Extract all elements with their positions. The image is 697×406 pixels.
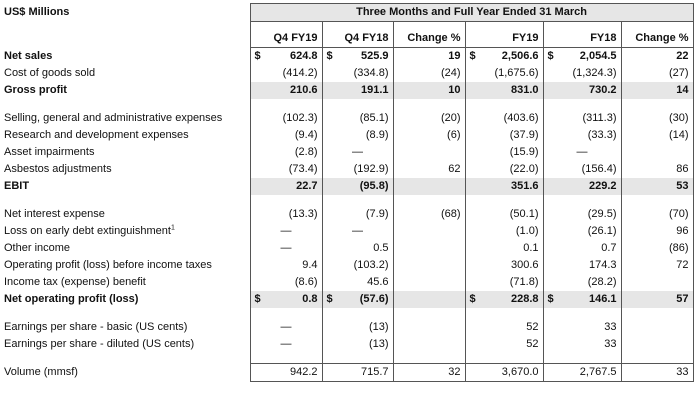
spacer-row <box>3 353 693 364</box>
value-cell: (30) <box>621 110 693 127</box>
value-text: 228.8 <box>510 293 539 305</box>
value-cell: 19 <box>393 48 465 66</box>
value-cell <box>393 240 465 257</box>
value-cell: (2.8) <box>250 144 322 161</box>
value-cell <box>621 319 693 336</box>
row-label-text: Selling, general and administrative expenses <box>4 112 223 124</box>
row-label-text: Earnings per share - diluted (US cents) <box>4 338 195 350</box>
row-label <box>3 319 250 336</box>
currency-symbol: $ <box>547 50 554 62</box>
table-row <box>3 319 693 336</box>
period-title: Three Months and Full Year Ended 31 March <box>250 4 693 22</box>
row-label <box>3 82 250 99</box>
value-cell: 32 <box>393 364 465 382</box>
row-label-text: Earnings per share - basic (US cents) <box>4 321 188 333</box>
value-cell: (414.2) <box>250 65 322 82</box>
value-text: 624.8 <box>289 50 318 62</box>
value-cell <box>543 48 621 66</box>
value-cell: (13) <box>322 319 393 336</box>
row-label-text: Net operating profit (loss) <box>4 293 139 305</box>
value-cell: (73.4) <box>250 161 322 178</box>
value-cell: (13.3) <box>250 206 322 223</box>
table-row <box>3 144 693 161</box>
value-cell: 10 <box>393 82 465 99</box>
value-cell: (8.9) <box>322 127 393 144</box>
table-row <box>3 178 693 195</box>
value-cell: — <box>250 240 322 257</box>
value-cell <box>621 144 693 161</box>
value-cell: (192.9) <box>322 161 393 178</box>
value-cell <box>393 274 465 291</box>
row-label <box>3 364 250 382</box>
value-cell: (1,675.6) <box>465 65 543 82</box>
value-cell: 33 <box>543 319 621 336</box>
value-cell: (311.3) <box>543 110 621 127</box>
col-header: FY18 <box>543 22 621 48</box>
value-text: (57.6) <box>359 293 389 305</box>
value-cell: (68) <box>393 206 465 223</box>
value-text: 2,506.6 <box>501 50 539 62</box>
value-cell: (26.1) <box>543 223 621 240</box>
value-text: 146.1 <box>588 293 617 305</box>
value-cell: 3,670.0 <box>465 364 543 382</box>
currency-symbol: $ <box>254 293 261 305</box>
currency-symbol: $ <box>254 50 261 62</box>
value-cell: (7.9) <box>322 206 393 223</box>
value-cell <box>393 291 465 308</box>
value-cell <box>393 223 465 240</box>
table-row <box>3 240 693 257</box>
value-cell: (50.1) <box>465 206 543 223</box>
value-cell: 2,767.5 <box>543 364 621 382</box>
value-cell: (28.2) <box>543 274 621 291</box>
value-cell: (1,324.3) <box>543 65 621 82</box>
table-row <box>3 274 693 291</box>
value-cell: 33 <box>621 364 693 382</box>
value-cell: 0.5 <box>322 240 393 257</box>
row-label-text: Research and development expenses <box>4 129 189 141</box>
currency-symbol: $ <box>326 50 333 62</box>
table-row <box>3 223 693 240</box>
row-label-text: Net interest expense <box>4 208 105 220</box>
value-cell: — <box>250 223 322 240</box>
value-cell: (103.2) <box>322 257 393 274</box>
header-spacer <box>3 22 250 48</box>
row-label <box>3 274 250 291</box>
row-label-text: Income tax (expense) benefit <box>4 276 146 288</box>
value-cell: (70) <box>621 206 693 223</box>
row-label-text: Cost of goods sold <box>4 67 96 79</box>
col-header: Q4 FY18 <box>322 22 393 48</box>
row-label-text: Operating profit (loss) before income taxes <box>4 259 212 271</box>
value-cell: 191.1 <box>322 82 393 99</box>
row-label <box>3 48 250 66</box>
value-cell: 229.2 <box>543 178 621 195</box>
value-cell: — <box>250 319 322 336</box>
row-label-text: Asset impairments <box>4 146 95 158</box>
table-row <box>3 291 693 308</box>
footnote-marker: 1 <box>170 224 175 232</box>
value-cell: 45.6 <box>322 274 393 291</box>
value-cell: 52 <box>465 336 543 353</box>
value-cell: 715.7 <box>322 364 393 382</box>
value-cell: (403.6) <box>465 110 543 127</box>
row-label-text: Asbestos adjustments <box>4 163 112 175</box>
value-cell: (71.8) <box>465 274 543 291</box>
value-cell: (27) <box>621 65 693 82</box>
col-header: FY19 <box>465 22 543 48</box>
value-cell: (22.0) <box>465 161 543 178</box>
value-cell: (1.0) <box>465 223 543 240</box>
value-cell: (15.9) <box>465 144 543 161</box>
row-label <box>3 127 250 144</box>
currency-symbol: $ <box>469 50 476 62</box>
table-row <box>3 65 693 82</box>
row-label-text: Loss on early debt extinguishment <box>4 225 171 237</box>
value-cell <box>393 319 465 336</box>
value-cell: (9.4) <box>250 127 322 144</box>
table-row <box>3 336 693 353</box>
value-cell: — <box>322 223 393 240</box>
value-cell: 53 <box>621 178 693 195</box>
value-cell <box>393 178 465 195</box>
row-label <box>3 110 250 127</box>
value-cell <box>322 291 393 308</box>
value-cell <box>543 291 621 308</box>
value-cell: 351.6 <box>465 178 543 195</box>
value-cell: (14) <box>621 127 693 144</box>
row-label-text: Net sales <box>4 49 53 62</box>
value-cell: 62 <box>393 161 465 178</box>
value-cell <box>322 48 393 66</box>
table-heading: US$ Millions <box>4 6 70 18</box>
value-text: 0.8 <box>302 293 318 305</box>
value-cell: 22.7 <box>250 178 322 195</box>
value-cell: 33 <box>543 336 621 353</box>
row-label-text: Other income <box>4 242 71 254</box>
value-cell: 86 <box>621 161 693 178</box>
value-cell: 942.2 <box>250 364 322 382</box>
value-cell: 9.4 <box>250 257 322 274</box>
value-cell <box>393 336 465 353</box>
value-cell <box>621 274 693 291</box>
value-cell: (86) <box>621 240 693 257</box>
value-cell: (37.9) <box>465 127 543 144</box>
value-cell: — <box>543 144 621 161</box>
value-cell: (334.8) <box>322 65 393 82</box>
value-cell <box>465 48 543 66</box>
spacer-row <box>3 308 693 319</box>
value-cell <box>393 257 465 274</box>
row-label-text: Volume (mmsf) <box>4 366 78 378</box>
value-cell: 831.0 <box>465 82 543 99</box>
value-cell: 14 <box>621 82 693 99</box>
row-label <box>3 161 250 178</box>
value-cell: (102.3) <box>250 110 322 127</box>
row-label <box>3 257 250 274</box>
value-cell: 0.7 <box>543 240 621 257</box>
value-cell: 730.2 <box>543 82 621 99</box>
value-text: 2,054.5 <box>579 50 617 62</box>
value-cell: 0.1 <box>465 240 543 257</box>
value-text: 525.9 <box>360 50 389 62</box>
value-cell <box>621 336 693 353</box>
currency-symbol: $ <box>326 293 333 305</box>
value-cell: 22 <box>621 48 693 66</box>
value-cell: — <box>250 336 322 353</box>
value-cell: (156.4) <box>543 161 621 178</box>
row-label-text: EBIT <box>4 180 30 192</box>
col-header: Q4 FY19 <box>250 22 322 48</box>
value-cell <box>250 48 322 66</box>
value-cell: 96 <box>621 223 693 240</box>
currency-symbol: $ <box>547 293 554 305</box>
value-cell: 52 <box>465 319 543 336</box>
value-cell: 174.3 <box>543 257 621 274</box>
col-header: Change % <box>621 22 693 48</box>
currency-symbol: $ <box>469 293 476 305</box>
table-row <box>3 206 693 223</box>
value-cell: 300.6 <box>465 257 543 274</box>
value-cell: (6) <box>393 127 465 144</box>
row-label-text: Gross profit <box>4 84 67 96</box>
spacer-row <box>3 195 693 206</box>
value-cell <box>250 291 322 308</box>
row-label <box>3 65 250 82</box>
financial-results-table <box>3 3 694 382</box>
row-label <box>3 336 250 353</box>
value-cell: (33.3) <box>543 127 621 144</box>
value-cell: 72 <box>621 257 693 274</box>
value-cell: (13) <box>322 336 393 353</box>
table-row <box>3 364 693 382</box>
value-cell: — <box>322 144 393 161</box>
value-cell: (29.5) <box>543 206 621 223</box>
table-row <box>3 257 693 274</box>
value-cell <box>393 144 465 161</box>
row-label <box>3 240 250 257</box>
spacer-row <box>3 99 693 110</box>
row-label <box>3 223 250 240</box>
value-cell: (20) <box>393 110 465 127</box>
value-cell: 57 <box>621 291 693 308</box>
table-row <box>3 82 693 99</box>
value-cell <box>465 291 543 308</box>
row-label <box>3 144 250 161</box>
value-cell: (95.8) <box>322 178 393 195</box>
row-label <box>3 206 250 223</box>
row-label <box>3 178 250 195</box>
value-cell: (24) <box>393 65 465 82</box>
value-cell: (8.6) <box>250 274 322 291</box>
table-row <box>3 110 693 127</box>
value-cell: (85.1) <box>322 110 393 127</box>
value-cell: 210.6 <box>250 82 322 99</box>
table-row <box>3 48 693 66</box>
table-row <box>3 127 693 144</box>
table-row <box>3 161 693 178</box>
col-header: Change % <box>393 22 465 48</box>
row-label <box>3 291 250 308</box>
